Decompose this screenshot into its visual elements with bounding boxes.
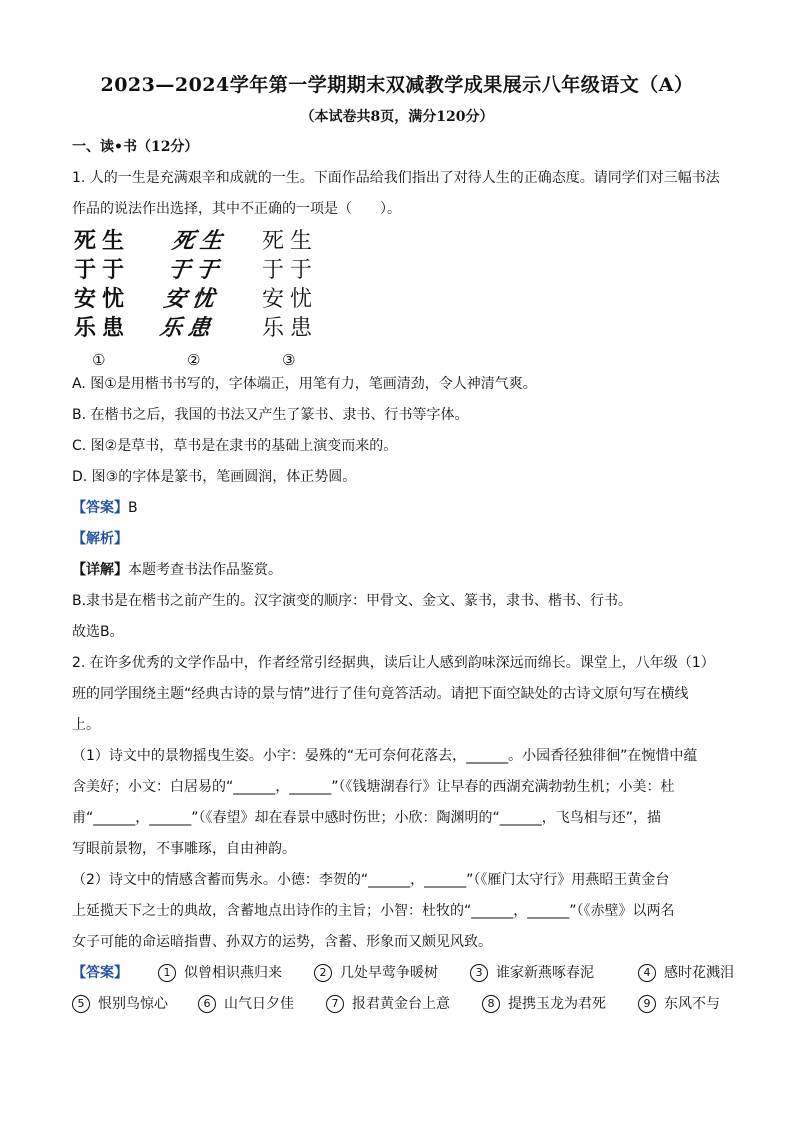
answer-number: 1 — [158, 964, 176, 982]
answer-tag: 【答案】 — [72, 965, 128, 981]
calligraphy-sample-2 — [158, 227, 244, 343]
calli-row: 于于 — [166, 257, 226, 283]
calli-row: 死生 — [262, 229, 319, 254]
answer-number: 2 — [314, 964, 332, 982]
q2-part2-line2: 上延揽天下之士的典故，含蓄地点出诗作的主旨；小智：杜牧的“______，______”（《赤壁》以两名 — [72, 903, 675, 919]
answer-text: 几处早莺争暖树 — [340, 965, 438, 981]
analysis-tag: 【解析】 — [72, 531, 128, 547]
option-b: B. 在楷书之后，我国的书法又产生了篆书、隶书、行书等字体。 — [72, 407, 469, 423]
answer-text: 似曾相识燕归来 — [184, 965, 282, 981]
q1-detail — [72, 555, 722, 586]
answer-item — [482, 989, 606, 1020]
calligraphy-sample-1 — [74, 227, 144, 343]
calli-row: 乐患 — [158, 315, 218, 341]
answer-item — [314, 958, 438, 989]
answer-number: 7 — [326, 995, 344, 1013]
calli-row: 乐患 — [262, 316, 319, 341]
q2-part1-line3: 甫“______，______”（《春望》却在春景中感时伤世；小欣：陶渊明的“______，飞鸟相与还”，描 — [72, 810, 662, 826]
q1-stem-line1: 1. 人的一生是充满艰辛和成就的一生。下面作品给我们指出了对待人生的正确态度。请同学们对三幅书法 — [72, 170, 720, 186]
answer-tag: 【答案】 — [72, 500, 128, 516]
q2-stem-line1: 2. 在许多优秀的文学作品中，作者经常引经据典，读后让人感到韵味深远而绵长。课堂上，八年级（1） — [72, 655, 715, 671]
answer-item — [158, 958, 282, 989]
answer-text: 山气日夕佳 — [224, 996, 294, 1012]
answer-number: 3 — [470, 964, 488, 982]
figure-label-1: ① — [92, 351, 106, 369]
q2-part2-line1: （2）诗文中的情感含蓄而隽永。小德：李贺的“______，______”（《雁门太守行》用燕昭王黄金台 — [72, 872, 670, 888]
option-c: C. 图②是草书，草书是在隶书的基础上演变而来的。 — [72, 438, 398, 454]
calli-row: 安忧 — [74, 286, 131, 312]
answer-text: 东风不与 — [664, 996, 720, 1012]
q2-part1-line1: （1）诗文中的景物摇曳生姿。小宇：晏殊的“无可奈何花落去，______。小园香径独徘徊”在惋惜中蕴 — [72, 748, 698, 764]
exam-content — [72, 132, 734, 1020]
calligraphy-figure — [72, 227, 722, 369]
answer-item — [638, 958, 734, 989]
detail-tag: 【详解】 — [72, 562, 128, 578]
answer-number: 8 — [482, 995, 500, 1013]
figure-label-3: ③ — [282, 351, 296, 369]
detail-text: 本题考查书法作品鉴赏。 — [128, 562, 282, 578]
calli-row: 安忧 — [162, 286, 222, 312]
option-a: A. 图①是用楷书书写的，字体端正，用笔有力，笔画清劲，令人神清气爽。 — [72, 376, 537, 392]
calli-row: 乐患 — [74, 315, 131, 341]
answer-text: 提携玉龙为君死 — [508, 996, 606, 1012]
answer-row-1 — [72, 958, 734, 989]
answer-number: 5 — [72, 995, 90, 1013]
answer-text: 报君黄金台上意 — [352, 996, 450, 1012]
q2-part1-line2: 含美好；小文：白居易的“______，______”（《钱塘湖春行》让早春的西湖充满勃勃生机；小美：杜 — [72, 779, 675, 795]
q2-part1-line4: 写眼前景物，不事雕琢，自由神韵。 — [72, 841, 296, 857]
calli-row: 安忧 — [262, 287, 319, 312]
q1-answer — [72, 493, 722, 524]
page-subtitle: （本试卷共8页，满分120分） — [300, 109, 494, 125]
section-heading: 一、读•书（12分） — [72, 139, 199, 155]
option-d: D. 图③的字体是篆书，笔画圆润，体正势圆。 — [72, 469, 357, 485]
answer-item — [638, 989, 720, 1020]
answer-text: 感时花溅泪 — [664, 965, 734, 981]
calli-row: 于于 — [74, 257, 131, 283]
q1-stem-line2: 作品的说法作出选择，其中不正确的一项是（ ）。 — [72, 201, 401, 217]
q2-part2-line3: 女子可能的命运暗指曹、孙双方的运势，含蓄、形象而又颇见风致。 — [72, 934, 492, 950]
answer-number: 9 — [638, 995, 656, 1013]
answer-value: B — [128, 500, 138, 516]
page-title: 2023—2024学年第一学期期末双减教学成果展示八年级语文（A） — [100, 74, 694, 96]
q1-conclusion: 故选B。 — [72, 624, 124, 640]
calli-row: 死生 — [74, 228, 131, 254]
answer-row-2 — [72, 989, 722, 1020]
answer-text: 谁家新燕啄春泥 — [496, 965, 594, 981]
calli-row: 死生 — [170, 228, 231, 254]
calli-row: 于于 — [262, 258, 319, 283]
answer-item — [72, 989, 168, 1020]
answer-item — [198, 989, 294, 1020]
answer-item — [470, 958, 594, 989]
calligraphy-sample-3 — [262, 227, 332, 343]
answer-number: 6 — [198, 995, 216, 1013]
q2-stem-line2: 班的同学围绕主题“经典古诗的景与情”进行了佳句竟答活动。请把下面空缺处的古诗文原句写在横线 — [72, 686, 689, 702]
figure-label-2: ② — [187, 351, 201, 369]
q1-explain: B.隶书是在楷书之前产生的。汉字演变的顺序：甲骨文、金文、篆书，隶书、楷书、行书。 — [72, 593, 633, 609]
answer-text: 恨别鸟惊心 — [98, 996, 168, 1012]
q1-analysis — [72, 524, 722, 555]
answer-item — [326, 989, 450, 1020]
answer-number: 4 — [638, 964, 656, 982]
q2-answers — [72, 958, 734, 1020]
q2-stem-line3: 上。 — [72, 717, 100, 733]
